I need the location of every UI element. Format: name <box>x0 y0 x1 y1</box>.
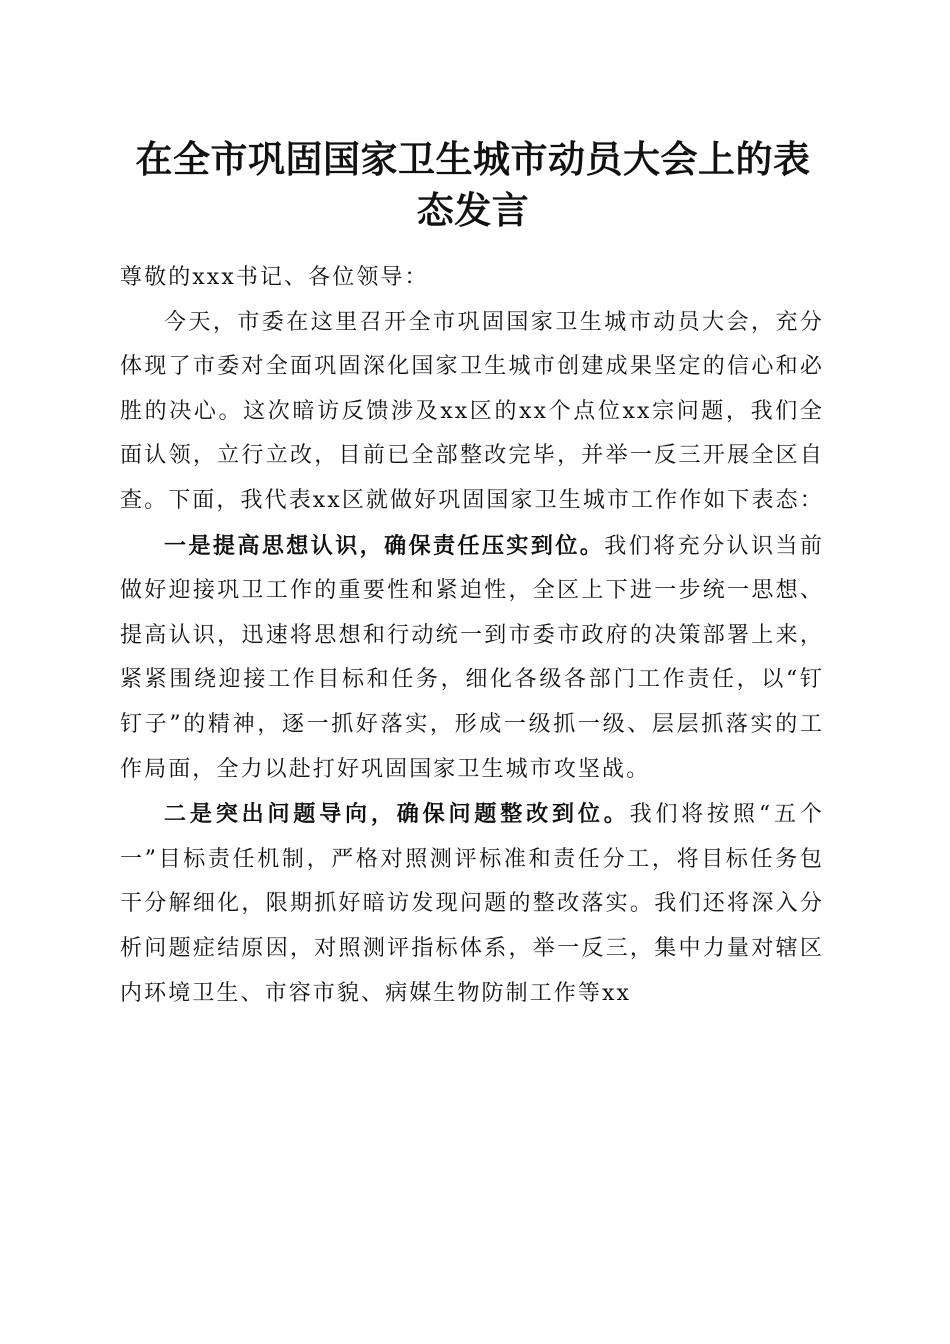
paragraph-opening <box>120 301 824 524</box>
paragraph-text: 我们将充分认识当前做好迎接巩卫工作的重要性和紧迫性，全区上下进一步统一思想、提高认识，迅速将思想和行动统一到市委市政府的决策部署上来，紧紧围绕迎接工作目标和任务，细化各级各部门工作责任，以“钉钉子”的精神，逐一抓好落实，形成一级抓一级、层层抓落实的工作局面，全力以赴打好巩固国家卫生城市攻坚战。 <box>120 533 824 782</box>
paragraph-point-one <box>120 524 824 793</box>
paragraph-text: 我们将按照“五个一”目标责任机制，严格对照测评标准和责任分工，将目标任务包干分解细化，限期抓好暗访发现问题的整改落实。我们还将深入分析问题症结原因，对照测评指标体系，举一反三，集中力量对辖区内环境卫生、市容市貌、病媒生物防制工作等xx <box>120 802 824 1006</box>
salutation: 尊敬的xxx书记、各位领导： <box>120 265 429 290</box>
paragraph-lead: 二是突出问题导向，确保问题整改到位。 <box>164 801 630 828</box>
paragraph-point-two <box>120 792 824 1016</box>
document-body <box>120 256 824 1016</box>
paragraph-text: 今天，市委在这里召开全市巩固国家卫生城市动员大会，充分体现了市委对全面巩固深化国家卫生城市创建成果坚定的信心和必胜的决心。这次暗访反馈涉及xx区的xx个点位xx宗问题，我们全面认领，立行立改，目前已全部整改完毕，并举一反三开展全区自查。下面，我代表xx区就做好巩固国家卫生城市工作作如下表态： <box>120 309 824 513</box>
document-title: 在全市巩固国家卫生城市动员大会上的表态发言 <box>135 137 811 232</box>
paragraph-lead: 一是提高思想认识，确保责任压实到位。 <box>164 532 605 559</box>
